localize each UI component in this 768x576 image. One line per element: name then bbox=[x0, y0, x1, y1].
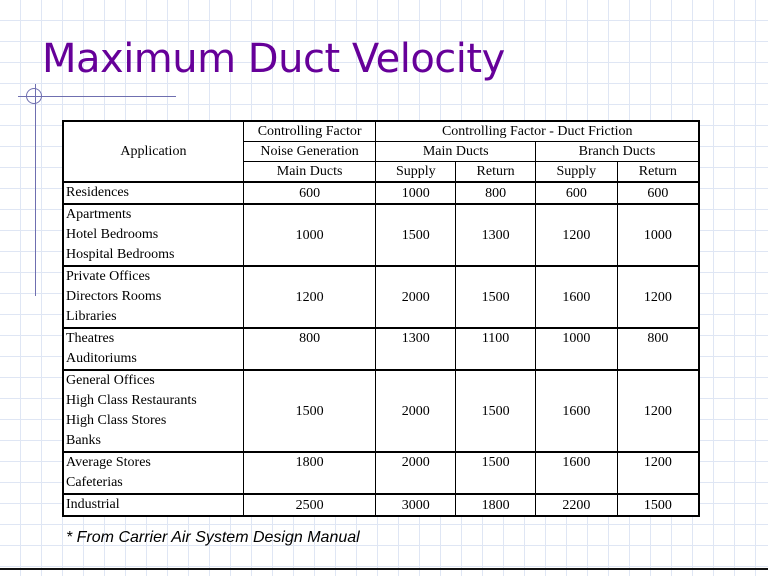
decorative-vertical-line bbox=[35, 84, 36, 296]
branch-return-cell: 1200 bbox=[617, 452, 699, 494]
main-return-cell: 1500 bbox=[456, 266, 536, 328]
noise-cell: 2500 bbox=[243, 494, 376, 516]
branch-supply-cell: 600 bbox=[535, 182, 617, 204]
application-cell bbox=[63, 370, 243, 452]
application-cell bbox=[63, 266, 243, 328]
header-main-return: Return bbox=[456, 162, 536, 183]
application-cell bbox=[63, 204, 243, 266]
application-name: Hotel Bedrooms bbox=[66, 227, 159, 242]
noise-cell: 1500 bbox=[243, 370, 376, 452]
header-application: Application bbox=[63, 121, 243, 182]
noise-cell: 600 bbox=[243, 182, 376, 204]
main-supply-cell: 1000 bbox=[376, 182, 456, 204]
main-return-cell: 1300 bbox=[456, 204, 536, 266]
application-name: Cafeterias bbox=[66, 475, 123, 490]
application-name: High Class Stores bbox=[66, 413, 167, 428]
branch-supply-cell: 1600 bbox=[535, 370, 617, 452]
main-return-cell: 1500 bbox=[456, 370, 536, 452]
footnote: * From Carrier Air System Design Manual bbox=[66, 529, 360, 546]
main-supply-cell: 3000 bbox=[376, 494, 456, 516]
noise-cell: 1200 bbox=[243, 266, 376, 328]
application-name: Average Stores bbox=[66, 455, 151, 470]
branch-supply-cell: 1600 bbox=[535, 266, 617, 328]
main-supply-cell: 2000 bbox=[376, 370, 456, 452]
branch-supply-cell: 2200 bbox=[535, 494, 617, 516]
application-name: Banks bbox=[66, 433, 101, 448]
application-cell bbox=[63, 328, 243, 370]
header-branch-return: Return bbox=[617, 162, 699, 183]
header-noise-line-2: Noise Generation bbox=[243, 142, 376, 162]
header-main-ducts: Main Ducts bbox=[376, 142, 536, 162]
branch-return-cell: 1000 bbox=[617, 204, 699, 266]
application-name: Auditoriums bbox=[66, 351, 137, 366]
application-name: Hospital Bedrooms bbox=[66, 247, 175, 262]
application-name: High Class Restaurants bbox=[66, 393, 197, 408]
application-name: Industrial bbox=[66, 497, 120, 512]
table-row bbox=[63, 328, 699, 370]
branch-return-cell: 600 bbox=[617, 182, 699, 204]
application-name: Residences bbox=[66, 185, 129, 200]
table-row bbox=[63, 204, 699, 266]
main-supply-cell: 1500 bbox=[376, 204, 456, 266]
application-name: Theatres bbox=[66, 331, 115, 346]
table-row bbox=[63, 452, 699, 494]
header-branch-ducts: Branch Ducts bbox=[535, 142, 699, 162]
branch-return-cell: 1500 bbox=[617, 494, 699, 516]
header-noise-line-1: Controlling Factor bbox=[243, 121, 376, 142]
application-name: Private Offices bbox=[66, 269, 151, 284]
main-return-cell: 1500 bbox=[456, 452, 536, 494]
header-main-supply: Supply bbox=[376, 162, 456, 183]
header-branch-supply: Supply bbox=[535, 162, 617, 183]
decorative-circle-icon bbox=[26, 88, 42, 104]
application-cell bbox=[63, 452, 243, 494]
header-noise-line-3: Main Ducts bbox=[243, 162, 376, 183]
application-name: General Offices bbox=[66, 373, 155, 388]
application-cell bbox=[63, 182, 243, 204]
application-name: Libraries bbox=[66, 309, 117, 324]
table-row bbox=[63, 494, 699, 516]
branch-return-cell: 800 bbox=[617, 328, 699, 370]
main-return-cell: 800 bbox=[456, 182, 536, 204]
branch-supply-cell: 1000 bbox=[535, 328, 617, 370]
branch-return-cell: 1200 bbox=[617, 266, 699, 328]
table-row bbox=[63, 182, 699, 204]
header-duct-friction: Controlling Factor - Duct Friction bbox=[376, 121, 699, 142]
noise-cell: 1000 bbox=[243, 204, 376, 266]
table-row bbox=[63, 266, 699, 328]
application-cell bbox=[63, 494, 243, 516]
branch-supply-cell: 1600 bbox=[535, 452, 617, 494]
table-row bbox=[63, 370, 699, 452]
branch-supply-cell: 1200 bbox=[535, 204, 617, 266]
application-name: Apartments bbox=[66, 207, 132, 222]
main-supply-cell: 2000 bbox=[376, 266, 456, 328]
application-name: Directors Rooms bbox=[66, 289, 162, 304]
main-return-cell: 1100 bbox=[456, 328, 536, 370]
noise-cell: 1800 bbox=[243, 452, 376, 494]
noise-cell: 800 bbox=[243, 328, 376, 370]
main-return-cell: 1800 bbox=[456, 494, 536, 516]
duct-velocity-table bbox=[62, 120, 700, 517]
slide-title: Maximum Duct Velocity bbox=[42, 36, 505, 82]
main-supply-cell: 1300 bbox=[376, 328, 456, 370]
branch-return-cell: 1200 bbox=[617, 370, 699, 452]
main-supply-cell: 2000 bbox=[376, 452, 456, 494]
bottom-divider bbox=[0, 568, 768, 570]
